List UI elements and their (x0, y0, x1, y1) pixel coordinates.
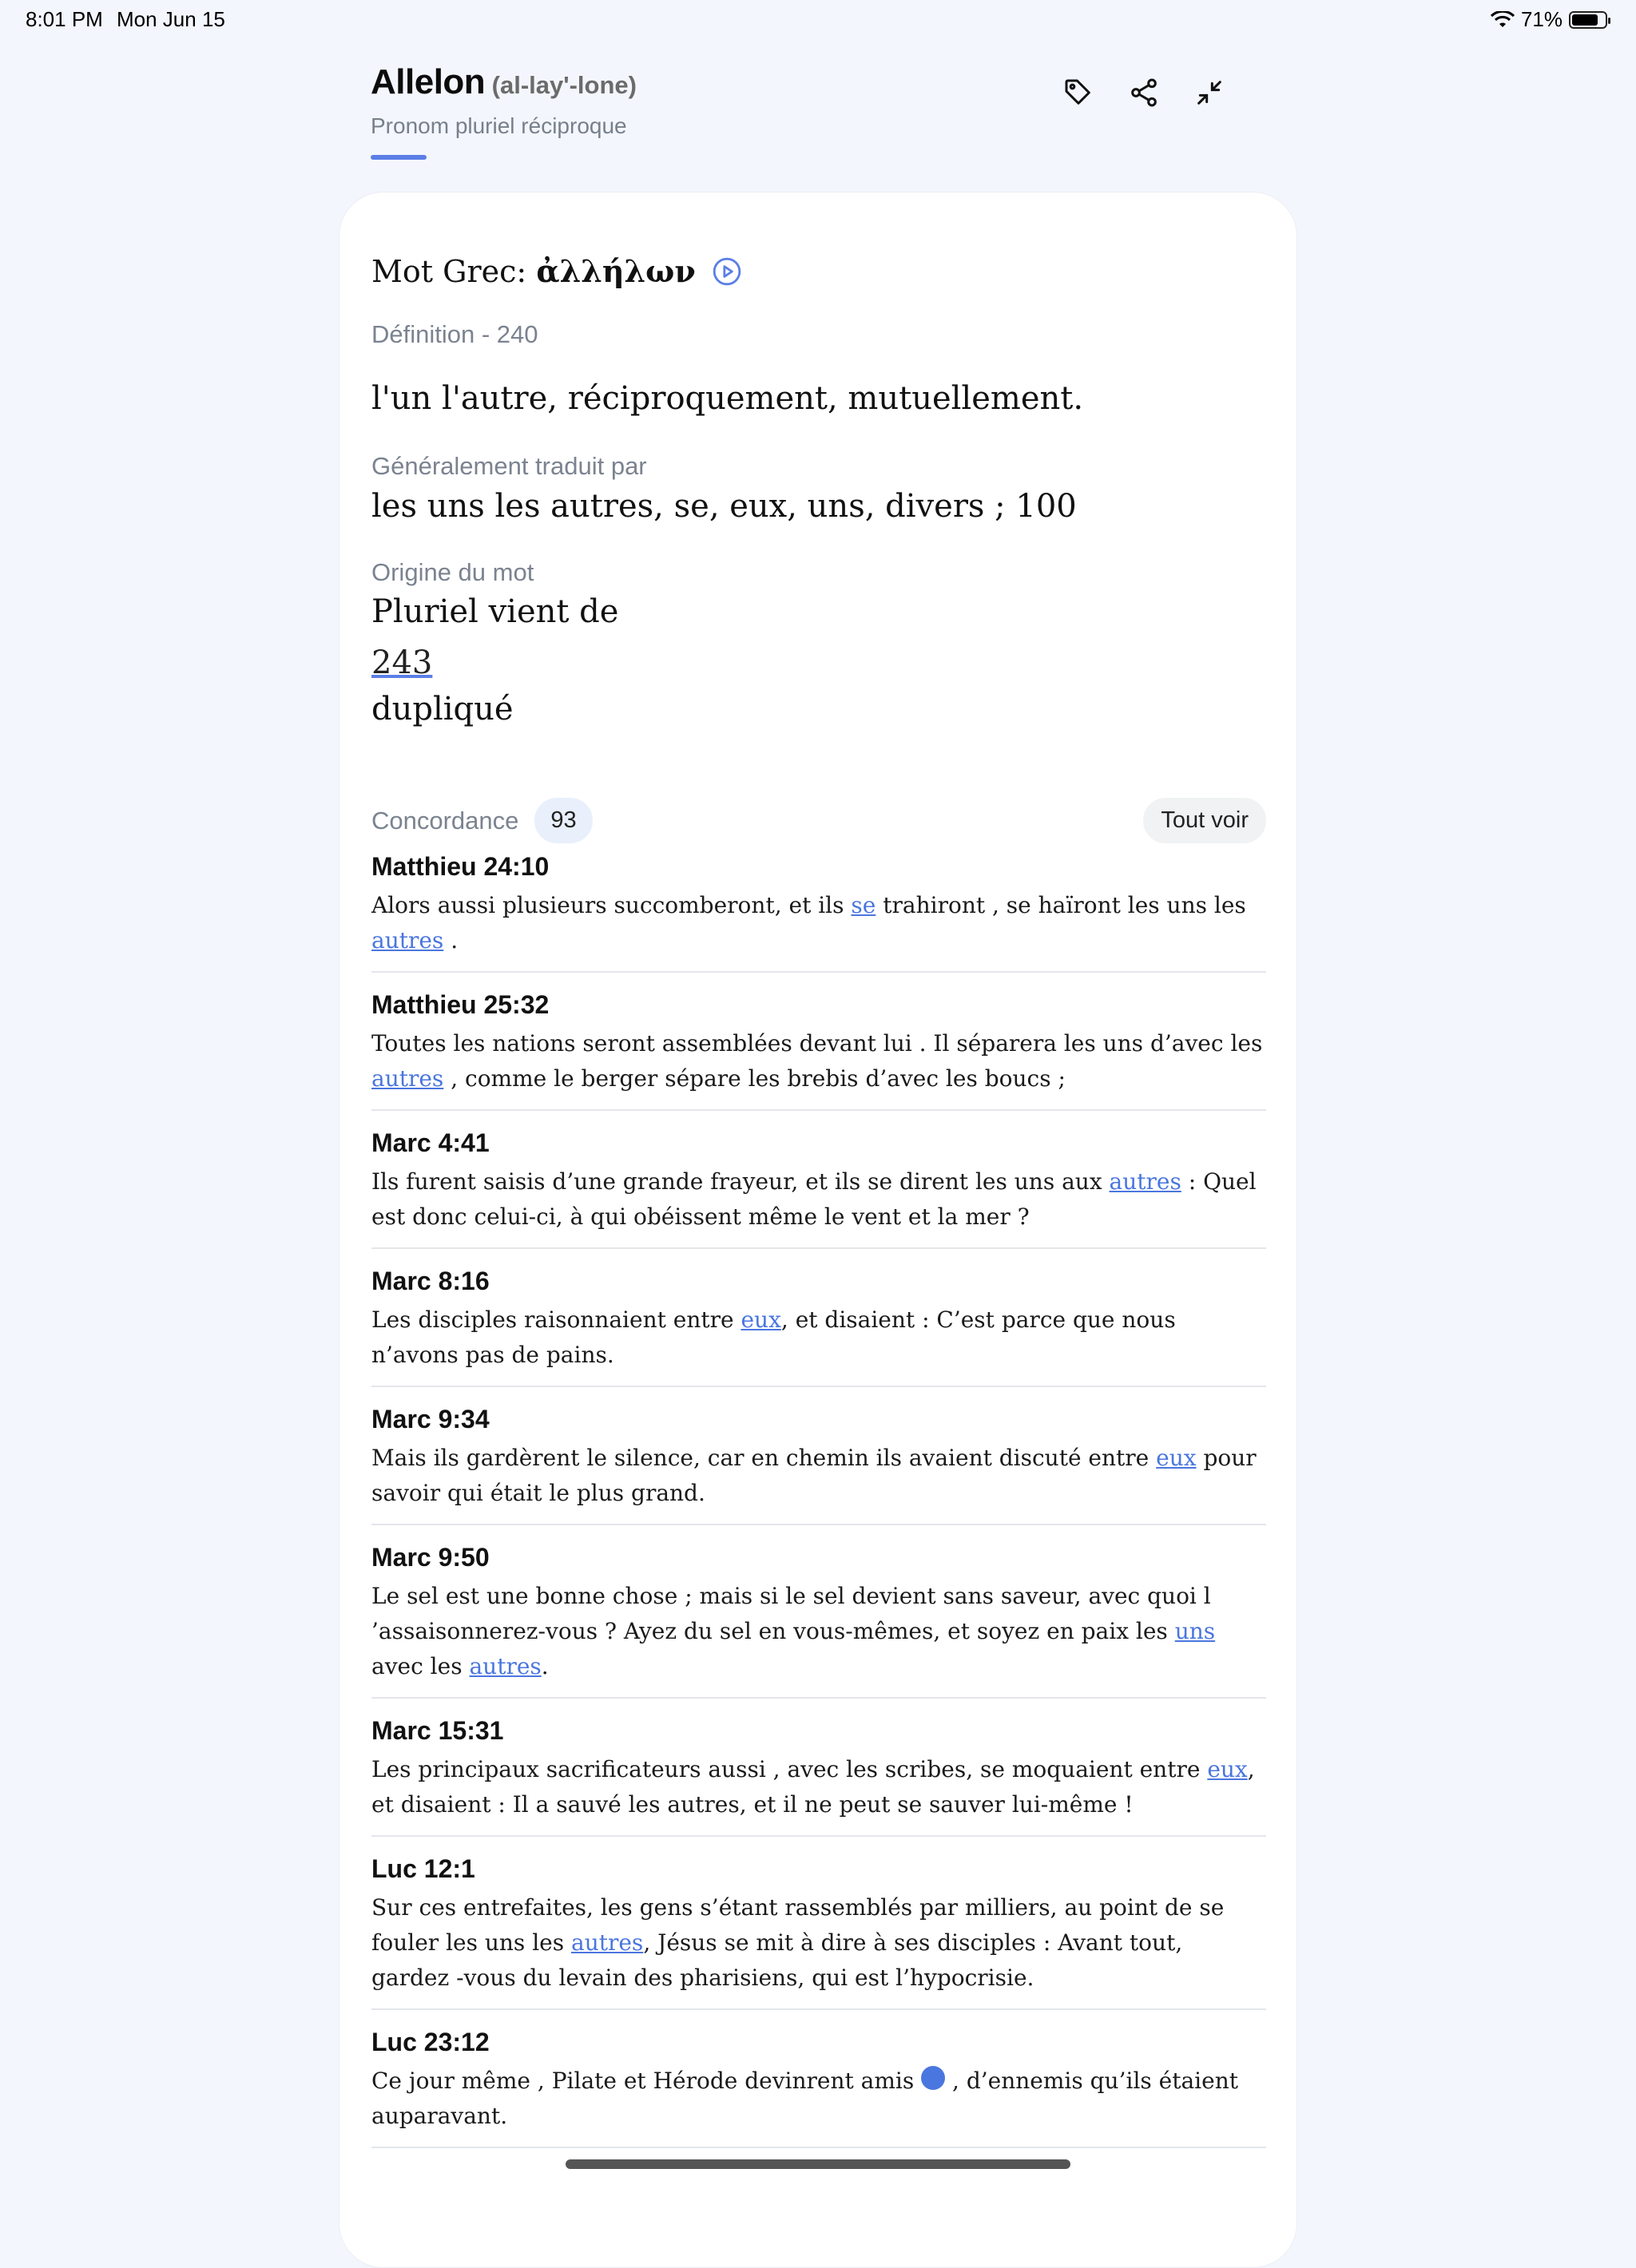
verse-text (371, 1164, 1266, 1235)
highlighted-word-link[interactable]: eux (1207, 1756, 1248, 1782)
header-actions (1062, 77, 1225, 109)
highlighted-word-link[interactable]: uns (1174, 1618, 1216, 1644)
highlighted-word-link[interactable]: autres (469, 1653, 542, 1679)
verse-text-segment: , et disaient : C’est parce que nous n’avons pas de pains. (371, 1306, 1176, 1368)
verse-text-segment: Les disciples raisonnaient entre (371, 1306, 741, 1333)
list-item[interactable] (371, 1128, 1266, 1249)
see-all-button[interactable]: Tout voir (1143, 798, 1266, 843)
definition-text: l'un l'autre, réciproquement, mutuellement. (371, 380, 1084, 417)
verse-text (371, 1579, 1266, 1684)
battery-percent: 71% (1520, 7, 1563, 31)
status-time: 8:01 PM (26, 7, 103, 31)
word-header (371, 62, 1297, 160)
play-icon[interactable] (712, 256, 742, 287)
battery-icon (1569, 11, 1607, 29)
list-item[interactable] (371, 1405, 1266, 1525)
verse-text-segment: , Jésus se mit à dire à ses disciples : Avant tout, gardez -vous du levain des pharisiens, qui est l’hypocrisie. (371, 1929, 1183, 1991)
collapse-icon[interactable] (1193, 77, 1225, 109)
highlighted-word-link[interactable]: eux (1156, 1445, 1197, 1471)
word-title: Allelon (371, 62, 486, 101)
verse-reference: Marc 15:31 (371, 1716, 504, 1745)
verse-text-segment: , comme le berger sépare les brebis d’avec les boucs ; (443, 1065, 1066, 1092)
verse-text-segment: , et disaient : Il a sauvé les autres, et il ne peut se sauver lui-même ! (371, 1756, 1255, 1818)
wifi-icon (1491, 11, 1515, 29)
concordance-list (371, 852, 1266, 2166)
origin-ref-row (371, 644, 1266, 681)
highlighted-word-link[interactable]: autres (371, 1065, 444, 1092)
verse-text-segment: Les principaux sacrificateurs aussi , avec les scribes, se moquaient entre (371, 1756, 1208, 1782)
verse-reference: Marc 9:34 (371, 1405, 490, 1433)
concordance-header (371, 798, 1266, 843)
verse-text-segment: : Quel est donc celui-ci, à qui obéissent même le vent et la mer ? (371, 1168, 1257, 1230)
verse-text-segment: Toutes les nations seront assemblées devant lui . Il séparera les uns d’avec les (371, 1030, 1263, 1057)
verse-text-segment: . (541, 1653, 549, 1679)
verse-reference: Marc 9:50 (371, 1543, 490, 1572)
verse-text-segment: Ils furent saisis d’une grande frayeur, et ils se dirent les uns aux (371, 1168, 1110, 1195)
origin-line1: Pluriel vient de (371, 593, 619, 630)
share-icon[interactable] (1128, 77, 1160, 109)
verse-text-segment: Sur ces entrefaites, les gens s’étant rassemblés par milliers, au point de se fouler les uns les (371, 1894, 1225, 1956)
concordance-label: Concordance (371, 806, 519, 835)
verse-text-segment: Ce jour même , Pilate et Hérode devinrent amis (371, 2068, 922, 2094)
greek-word: ἀλλήλων (536, 253, 696, 289)
highlighted-word-link[interactable]: autres (1109, 1168, 1181, 1195)
list-item[interactable] (371, 1854, 1266, 2010)
verse-text (371, 2064, 1266, 2134)
pronunciation: (al-lay'-lone) (491, 71, 637, 99)
verse-text-segment: Alors aussi plusieurs succomberont, et ils (371, 892, 852, 918)
definition-label: Définition - 240 (371, 320, 538, 348)
word-card (339, 192, 1297, 2268)
concordance-count-badge: 93 (534, 798, 592, 843)
part-of-speech: Pronom pluriel réciproque (371, 113, 627, 138)
verse-text (371, 888, 1266, 958)
highlighted-word-link[interactable]: eux (741, 1306, 781, 1333)
verse-reference: Marc 4:41 (371, 1128, 490, 1157)
verse-text (371, 1890, 1266, 1996)
home-indicator[interactable] (566, 2159, 1070, 2169)
status-bar (0, 0, 1636, 38)
verse-reference: Matthieu 25:32 (371, 990, 550, 1019)
verse-text-segment: Mais ils gardèrent le silence, car en chemin ils avaient discuté entre (371, 1445, 1157, 1471)
highlighted-word-link[interactable]: se (851, 892, 876, 918)
greek-word-row (371, 253, 1266, 289)
verse-text-segment: Le sel est une bonne chose ; mais si le sel devient sans saveur, avec quoi l ’assaisonnerez-vous ? Ayez du sel en vous-mêmes, et soyez en paix les (371, 1583, 1211, 1644)
list-item[interactable] (371, 990, 1266, 1111)
verse-text-segment: avec les (371, 1653, 470, 1679)
translated-text: les uns les autres, se, eux, uns, divers ; 100 (371, 488, 1077, 525)
verse-text (371, 1303, 1266, 1373)
verse-text (371, 1441, 1266, 1511)
origin-line3: dupliqué (371, 691, 514, 728)
list-item[interactable] (371, 2028, 1266, 2148)
highlighted-word-link[interactable]: autres (571, 1929, 644, 1956)
verse-reference: Luc 23:12 (371, 2028, 490, 2056)
tag-icon[interactable] (1062, 77, 1094, 109)
origin-label: Origine du mot (371, 558, 534, 586)
highlight-marker[interactable] (921, 2066, 945, 2090)
verse-text-segment: trahiront , se haïront les uns les (876, 892, 1246, 918)
verse-text-segment: . (443, 927, 459, 954)
list-item[interactable] (371, 1716, 1266, 1837)
status-date: Mon Jun 15 (117, 7, 225, 31)
list-item[interactable] (371, 1267, 1266, 1387)
verse-text (371, 1752, 1266, 1822)
tab-indicator (371, 155, 427, 160)
translated-label: Généralement traduit par (371, 452, 647, 480)
verse-text-segment: pour savoir qui était le plus grand. (371, 1445, 1257, 1506)
verse-text-segment: , d’ennemis qu’ils étaient auparavant. (371, 2068, 1238, 2129)
greek-label: Mot Grec: (371, 254, 527, 289)
highlighted-word-link[interactable]: autres (371, 927, 444, 954)
status-right (1491, 7, 1607, 32)
origin-ref-link[interactable]: 243 (371, 644, 433, 681)
list-item[interactable] (371, 1543, 1266, 1699)
verse-reference: Matthieu 24:10 (371, 852, 550, 881)
list-item[interactable] (371, 852, 1266, 973)
verse-reference: Luc 12:1 (371, 1854, 475, 1883)
verse-reference: Marc 8:16 (371, 1267, 490, 1295)
verse-text (371, 1026, 1266, 1096)
